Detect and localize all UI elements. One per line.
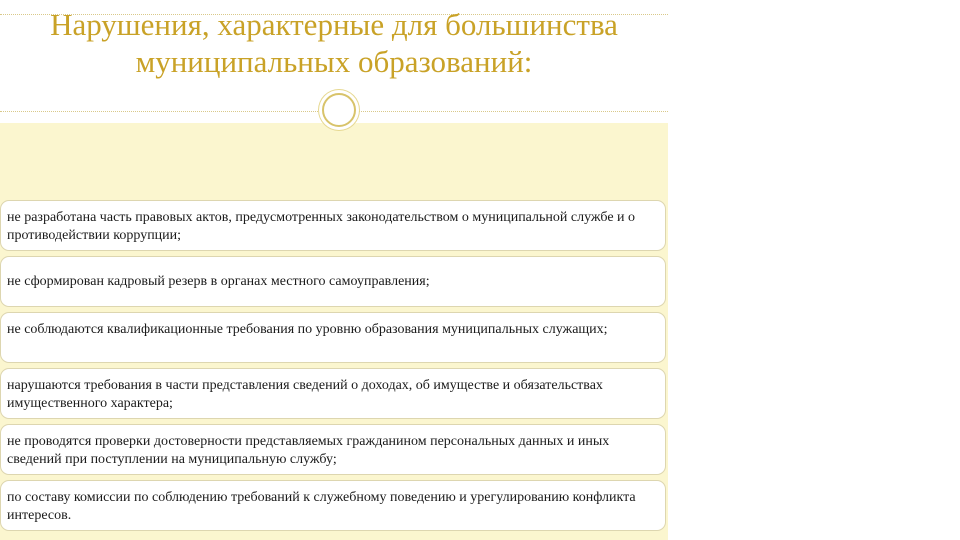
list-item: не сформирован кадровый резерв в органах местного самоуправления; [0, 256, 666, 307]
list-item: не разработана часть правовых актов, предусмотренных законодательством о муниципальной службе и о противодействии коррупции; [0, 200, 666, 251]
list-item: не проводятся проверки достоверности представляемых гражданином персональных данных и иных сведений при поступлении на муниципальную службу; [0, 424, 666, 475]
list-item: по составу комиссии по соблюдению требований к служебному поведению и урегулированию конфликта интересов. [0, 480, 666, 531]
violations-list [0, 200, 666, 536]
slide-title: Нарушения, характерные для большинства муниципальных образований: [50, 7, 618, 79]
list-item: нарушаются требования в части представления сведений о доходах, об имуществе и обязательствах имущественного характера; [0, 368, 666, 419]
list-item: не соблюдаются квалификационные требования по уровню образования муниципальных служащих; [0, 312, 666, 363]
circle-ornament-icon [322, 93, 356, 127]
